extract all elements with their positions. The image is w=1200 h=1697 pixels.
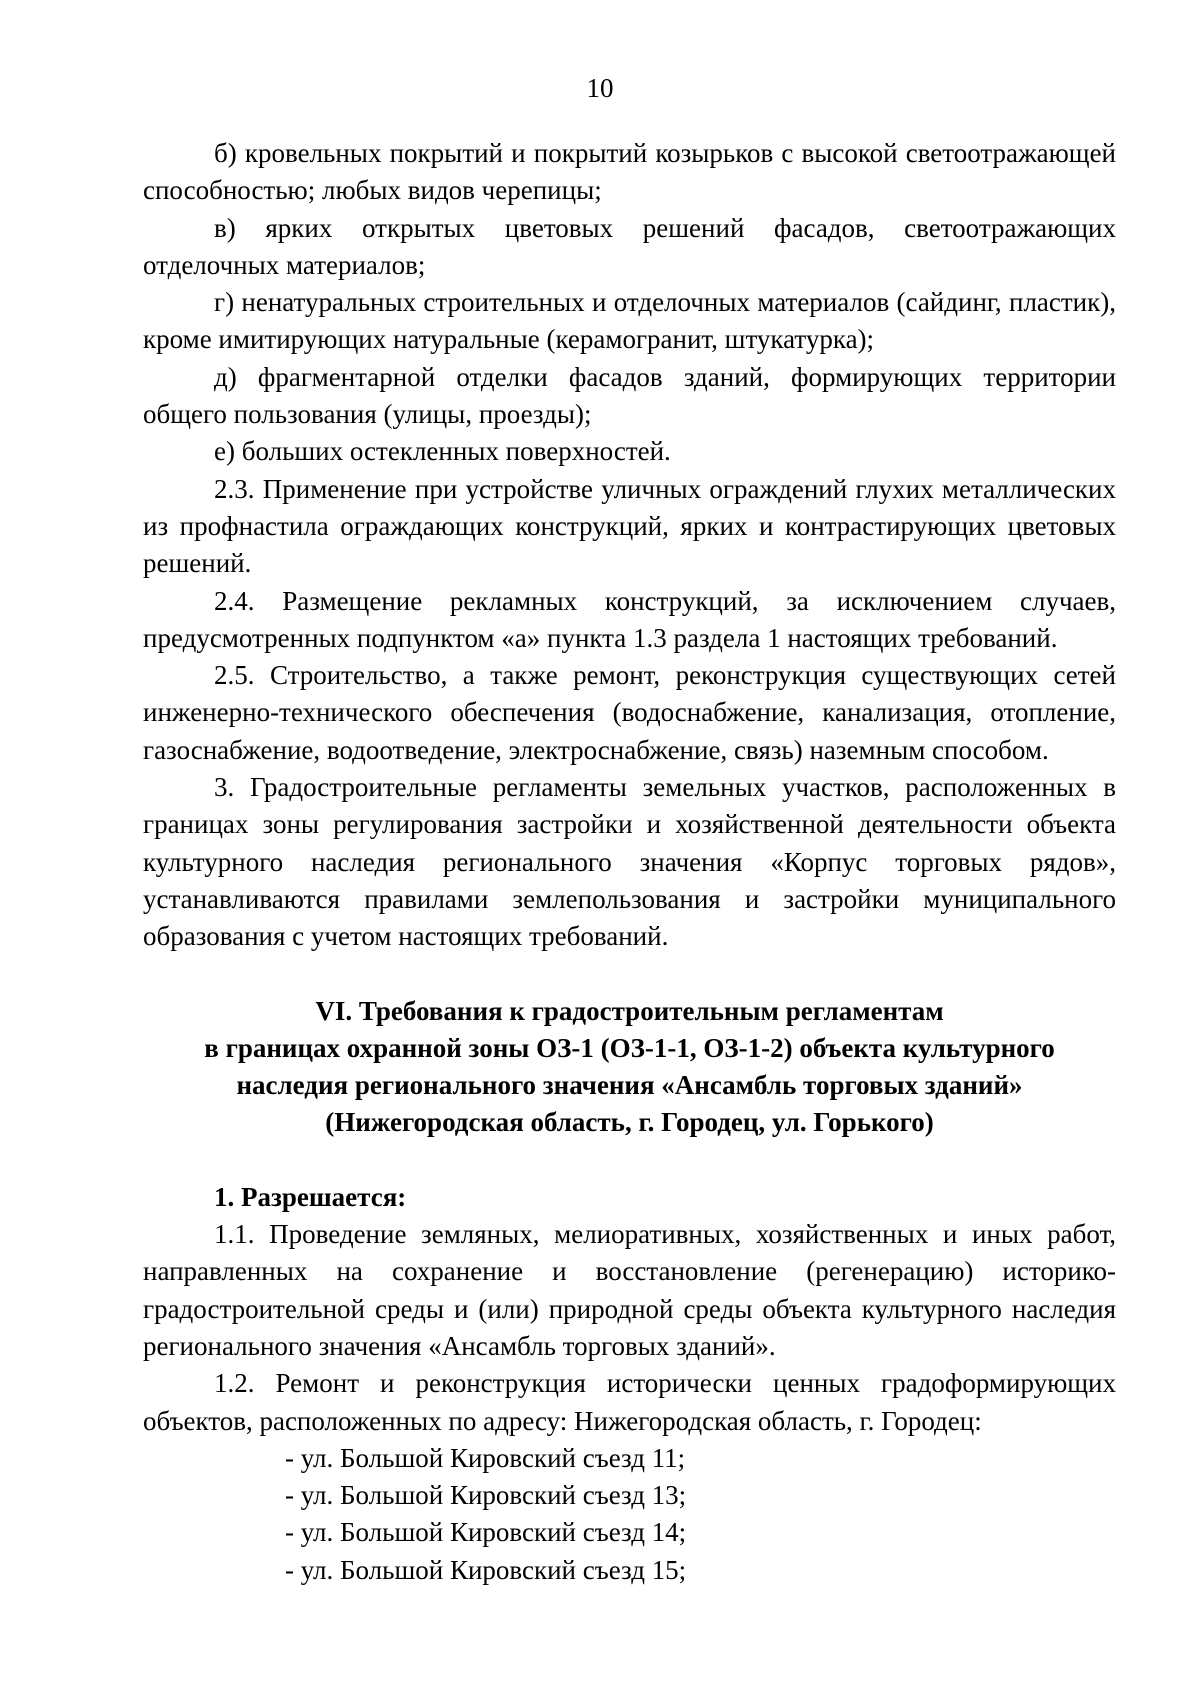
paragraph: б) кровельных покрытий и покрытий козырьков с высокой светоотражающей способностью; любых видов черепицы;	[143, 138, 1116, 206]
paragraph: 2.3. Применение при устройстве уличных ограждений глухих металлических из профнастила ограждающих конструкций, ярких и контрастирующих цветовых решений.	[143, 473, 1116, 579]
paragraph: д) фрагментарной отделки фасадов зданий, формирующих территории общего пользования (улицы, проезды);	[143, 361, 1116, 430]
section-title-line: (Нижегородская область, г. Городец, ул. Горького)	[325, 1107, 934, 1138]
subheading: 1. Разрешается:	[214, 1181, 407, 1212]
section-title-line: наследия регионального значения «Ансамбль торговых зданий»	[236, 1070, 1023, 1101]
address-list-item: - ул. Большой Кировский съезд 11;	[285, 1442, 686, 1473]
section-title	[143, 956, 1116, 1142]
paragraph: 3. Градостроительные регламенты земельных участков, расположенных в границах зоны регулирования застройки и хозяйственной деятельности объекта культурного наследия регионального значения «Корпус торговых рядов», устанавливаются правилами землепользования и застройки муниципального образования с учетом настоящих требований.	[143, 772, 1116, 952]
address-list-item: - ул. Большой Кировский съезд 14;	[285, 1517, 687, 1548]
paragraph: 1.2. Ремонт и реконструкция исторически ценных градоформирующих объектов, расположенных по адресу: Нижегородская область, г. Городец:	[143, 1368, 1116, 1436]
page-number: 10	[586, 73, 614, 103]
paragraph: 2.4. Размещение рекламных конструкций, за исключением случаев, предусмотренных подпунктом «а» пункта 1.3 раздела 1 настоящих требований.	[143, 585, 1116, 653]
address-list-item: - ул. Большой Кировский съезд 13;	[285, 1480, 687, 1511]
paragraph: г) ненатуральных строительных и отделочных материалов (сайдинг, пластик), кроме имитирующих натуральные (керамогранит, штукатурка);	[143, 287, 1116, 355]
paragraph: 1.1. Проведение земляных, мелиоративных, хозяйственных и иных работ, направленных на сохранение и восстановление (регенерацию) историко-градостроительной среды и (или) природной среды объекта культурного наследия регионального значения «Ансамбль торговых зданий».	[143, 1219, 1116, 1361]
paragraph: 2.5. Строительство, а также ремонт, реконструкция существующих сетей инженерно-технического обеспечения (водоснабжение, канализация, отопление, газоснабжение, водоотведение, электроснабжение, связь) наземным способом.	[143, 660, 1116, 765]
section-title-line: VI. Требования к градостроительным регламентам	[315, 995, 944, 1026]
document-body	[143, 135, 1116, 1589]
address-list-item: - ул. Большой Кировский съезд 15;	[285, 1554, 687, 1585]
section-title-line: в границах охранной зоны ОЗ-1 (ОЗ-1-1, ОЗ-1-2) объекта культурного	[204, 1032, 1055, 1063]
paragraph: в) ярких открытых цветовых решений фасадов, светоотражающих отделочных материалов;	[143, 212, 1116, 280]
paragraph: е) больших остекленных поверхностей.	[214, 436, 671, 467]
